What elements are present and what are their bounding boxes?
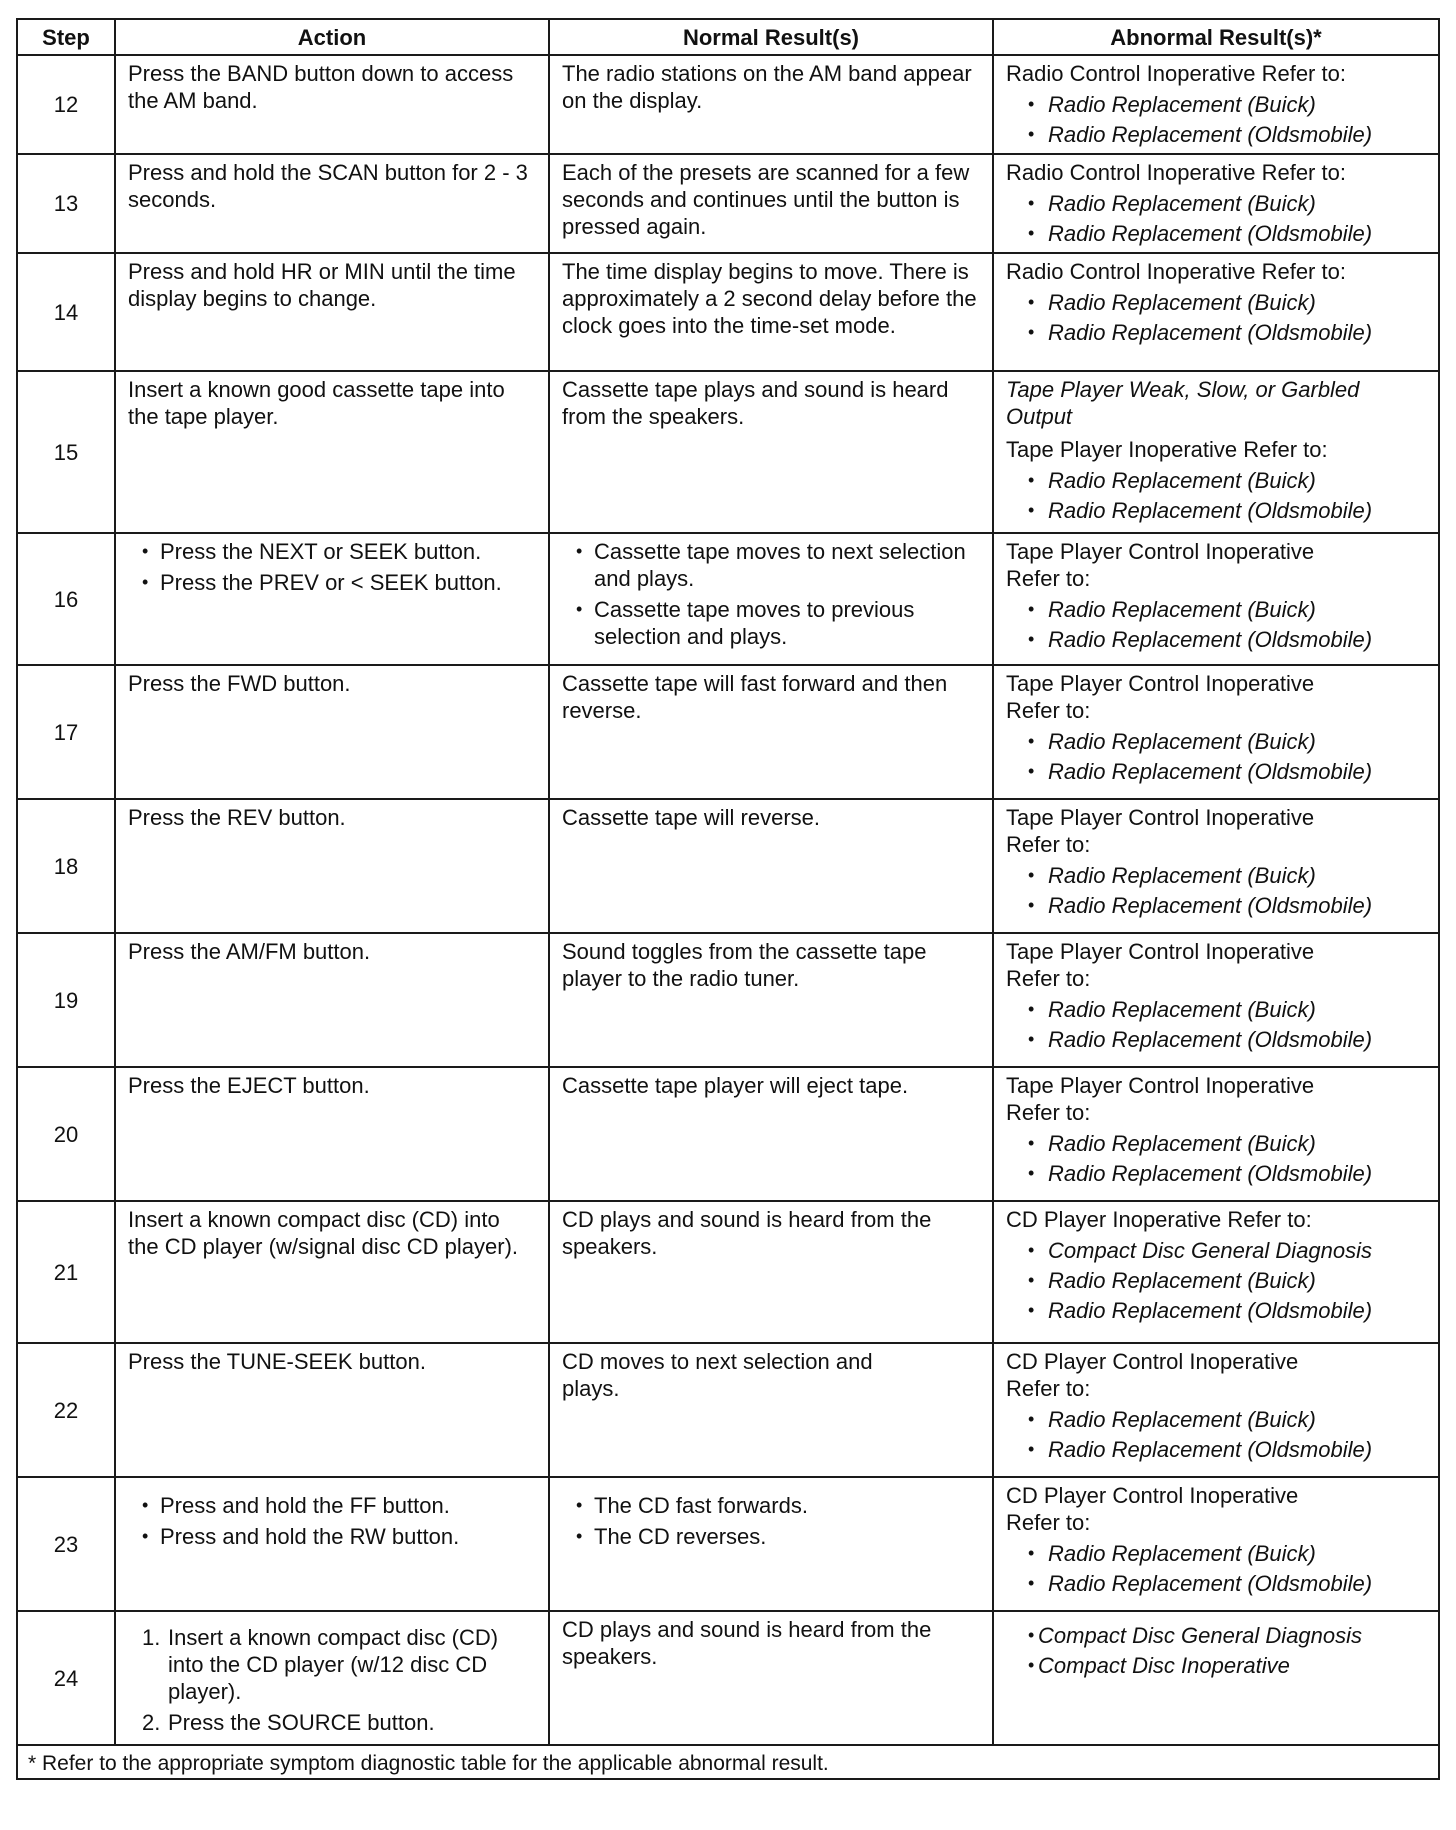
table-row [17, 533, 1439, 665]
abnormal-result-cell [993, 154, 1439, 253]
reference-link[interactable]: • Radio Replacement (Buick) [1006, 91, 1426, 118]
normal-result-cell [549, 1067, 993, 1201]
reference-link[interactable]: • Radio Replacement (Buick) [1006, 1406, 1426, 1433]
reference-link[interactable]: • Radio Replacement (Oldsmobile) [1006, 121, 1426, 148]
abnormal-result-text: CD Player Control Inoperative Refer to: [1006, 1349, 1299, 1401]
normal-result-cell [549, 1477, 993, 1611]
normal-result-cell [549, 55, 993, 154]
action-cell [115, 799, 549, 933]
step-number: 23 [17, 1477, 115, 1611]
abnormal-result-cell [993, 371, 1439, 533]
step-number: 17 [17, 665, 115, 799]
action-text: Press and hold the SCAN button for 2 - 3 seconds. [128, 160, 528, 212]
table-row [17, 371, 1439, 533]
normal-result-text: The radio stations on the AM band appear on the display. [562, 61, 972, 113]
normal-result-text: The time display begins to move. There is approximately a 2 second delay before the clock goes into the time-set mode. [562, 259, 977, 338]
action-cell [115, 933, 549, 1067]
action-text: Insert a known good cassette tape into the tape player. [128, 377, 505, 429]
reference-link[interactable]: • Radio Replacement (Buick) [1006, 996, 1426, 1023]
reference-link[interactable]: • Compact Disc General Diagnosis [1006, 1622, 1426, 1649]
reference-link[interactable]: • Radio Replacement (Buick) [1006, 289, 1426, 316]
normal-result-cell [549, 154, 993, 253]
action-text: Press the EJECT button. [128, 1073, 370, 1098]
step-number: 16 [17, 533, 115, 665]
abnormal-result-cell [993, 55, 1439, 154]
abnormal-result-text: Radio Control Inoperative Refer to: [1006, 259, 1346, 284]
reference-link[interactable]: • Radio Replacement (Oldsmobile) [1006, 497, 1426, 524]
action-text: Press the AM/FM button. [128, 939, 371, 964]
abnormal-result-cell [993, 933, 1439, 1067]
table-row [17, 55, 1439, 154]
reference-link[interactable]: • Radio Replacement (Oldsmobile) [1006, 319, 1426, 346]
abnormal-result-text: Tape Player Control Inoperative Refer to: [1006, 805, 1315, 857]
step-index: 2. [142, 1710, 161, 1735]
reference-link[interactable]: • Radio Replacement (Oldsmobile) [1006, 626, 1426, 653]
symptom-table-link[interactable]: Tape Player Weak, Slow, or Garbled Output [1006, 377, 1360, 429]
action-cell [115, 371, 549, 533]
reference-link[interactable]: • Radio Replacement (Oldsmobile) [1006, 1297, 1426, 1324]
action-bullet: • Press and hold the RW button. [138, 1523, 536, 1550]
normal-result-cell [549, 533, 993, 665]
header-row [17, 19, 1439, 55]
normal-result-text: Cassette tape will reverse. [562, 805, 820, 830]
normal-result-text: Each of the presets are scanned for a few seconds and continues until the button is pressed again. [562, 160, 970, 239]
abnormal-result-text: Tape Player Control Inoperative Refer to: [1006, 939, 1315, 991]
table-row [17, 799, 1439, 933]
reference-link[interactable]: • Radio Replacement (Oldsmobile) [1006, 758, 1426, 785]
abnormal-result-cell [993, 1477, 1439, 1611]
reference-link[interactable]: • Radio Replacement (Buick) [1006, 190, 1426, 217]
header-normal-results: Normal Result(s) [549, 19, 993, 55]
action-cell [115, 1477, 549, 1611]
header-step: Step [17, 19, 115, 55]
table-row [17, 154, 1439, 253]
abnormal-result-text: CD Player Inoperative Refer to: [1006, 1207, 1312, 1232]
table-row [17, 665, 1439, 799]
normal-result-bullet: • Cassette tape moves to previous selection and plays. [572, 596, 980, 650]
action-cell [115, 154, 549, 253]
abnormal-result-cell [993, 1201, 1439, 1343]
step-number: 13 [17, 154, 115, 253]
abnormal-result-cell [993, 1343, 1439, 1477]
action-cell [115, 1067, 549, 1201]
step-number: 14 [17, 253, 115, 371]
normal-result-text: CD plays and sound is heard from the speakers. [562, 1617, 932, 1669]
reference-link[interactable]: • Radio Replacement (Oldsmobile) [1006, 1570, 1426, 1597]
normal-result-text: CD moves to next selection and plays. [562, 1349, 873, 1401]
reference-link[interactable]: • Radio Replacement (Buick) [1006, 1540, 1426, 1567]
reference-link[interactable]: • Compact Disc General Diagnosis [1006, 1237, 1426, 1264]
step-number: 20 [17, 1067, 115, 1201]
normal-result-cell [549, 1611, 993, 1745]
reference-link[interactable]: • Radio Replacement (Oldsmobile) [1006, 220, 1426, 247]
normal-result-bullet: • The CD reverses. [572, 1523, 980, 1550]
normal-result-text: Cassette tape player will eject tape. [562, 1073, 909, 1098]
abnormal-result-cell [993, 799, 1439, 933]
abnormal-result-cell [993, 1067, 1439, 1201]
normal-result-cell [549, 799, 993, 933]
reference-link[interactable]: • Radio Replacement (Buick) [1006, 1130, 1426, 1157]
action-cell [115, 1343, 549, 1477]
action-text: Press and hold HR or MIN until the time display begins to change. [128, 259, 516, 311]
table-row [17, 933, 1439, 1067]
action-text: Press the FWD button. [128, 671, 351, 696]
action-cell [115, 665, 549, 799]
step-text: Press the SOURCE button. [168, 1710, 435, 1735]
reference-link[interactable]: • Radio Replacement (Oldsmobile) [1006, 892, 1426, 919]
diagnostic-table-sheet [16, 18, 1438, 1780]
action-bullet: • Press the PREV or < SEEK button. [138, 569, 536, 596]
normal-result-bullet: • The CD fast forwards. [572, 1492, 980, 1519]
abnormal-result-cell [993, 1611, 1439, 1745]
reference-link[interactable]: • Compact Disc Inoperative [1006, 1652, 1426, 1679]
action-text: Insert a known compact disc (CD) into the CD player (w/signal disc CD player). [128, 1207, 519, 1259]
normal-result-cell [549, 253, 993, 371]
abnormal-result-text: Tape Player Control Inoperative Refer to: [1006, 671, 1315, 723]
abnormal-result-cell [993, 253, 1439, 371]
normal-result-text: Cassette tape will fast forward and then reverse. [562, 671, 948, 723]
abnormal-result-text: Tape Player Control Inoperative Refer to: [1006, 539, 1315, 591]
abnormal-result-cell [993, 665, 1439, 799]
reference-link[interactable]: • Radio Replacement (Buick) [1006, 596, 1426, 623]
table-row [17, 253, 1439, 371]
step-number: 19 [17, 933, 115, 1067]
table-row [17, 1611, 1439, 1745]
action-bullet: • Press and hold the FF button. [138, 1492, 536, 1519]
action-text: Press the TUNE-SEEK button. [128, 1349, 426, 1374]
reference-link[interactable]: • Radio Replacement (Buick) [1006, 862, 1426, 889]
reference-link[interactable]: • Radio Replacement (Buick) [1006, 1267, 1426, 1294]
normal-result-cell [549, 1343, 993, 1477]
step-number: 15 [17, 371, 115, 533]
reference-link[interactable]: • Radio Replacement (Buick) [1006, 728, 1426, 755]
table-row [17, 1477, 1439, 1611]
action-bullet: • Press the NEXT or SEEK button. [138, 538, 536, 565]
step-number: 12 [17, 55, 115, 154]
step-number: 24 [17, 1611, 115, 1745]
diagnostic-table [16, 18, 1440, 1780]
reference-link[interactable]: • Radio Replacement (Oldsmobile) [1006, 1160, 1426, 1187]
step-number: 18 [17, 799, 115, 933]
action-cell [115, 253, 549, 371]
table-row [17, 1067, 1439, 1201]
abnormal-result-text: CD Player Control Inoperative Refer to: [1006, 1483, 1299, 1535]
header-abnormal-results: Abnormal Result(s)* [993, 19, 1439, 55]
step-text: Insert a known compact disc (CD) into the CD player (w/12 disc CD player). [168, 1625, 499, 1704]
abnormal-result-text: Radio Control Inoperative Refer to: [1006, 61, 1346, 86]
normal-result-cell [549, 933, 993, 1067]
step-index: 1. [142, 1625, 161, 1650]
action-cell [115, 1201, 549, 1343]
action-cell [115, 1611, 549, 1745]
action-step [142, 1624, 536, 1705]
abnormal-result-text: Radio Control Inoperative Refer to: [1006, 160, 1346, 185]
action-text: Press the REV button. [128, 805, 346, 830]
normal-result-cell [549, 371, 993, 533]
action-cell [115, 55, 549, 154]
action-cell [115, 533, 549, 665]
action-step [142, 1709, 536, 1736]
step-number: 22 [17, 1343, 115, 1477]
abnormal-result-text: Tape Player Control Inoperative Refer to: [1006, 1073, 1315, 1125]
reference-link[interactable]: • Radio Replacement (Oldsmobile) [1006, 1026, 1426, 1053]
footnote: * Refer to the appropriate symptom diagnostic table for the applicable abnormal result. [17, 1745, 1439, 1779]
reference-link[interactable]: • Radio Replacement (Buick) [1006, 467, 1426, 494]
normal-result-text: CD plays and sound is heard from the speakers. [562, 1207, 932, 1259]
normal-result-cell [549, 1201, 993, 1343]
step-number: 21 [17, 1201, 115, 1343]
normal-result-cell [549, 665, 993, 799]
table-row [17, 1201, 1439, 1343]
action-text: Press the BAND button down to access the AM band. [128, 61, 514, 113]
footnote-row [17, 1745, 1439, 1779]
normal-result-bullet: • Cassette tape moves to next selection and plays. [572, 538, 980, 592]
reference-link[interactable]: • Radio Replacement (Oldsmobile) [1006, 1436, 1426, 1463]
normal-result-text: Cassette tape plays and sound is heard from the speakers. [562, 377, 949, 429]
normal-result-text: Sound toggles from the cassette tape player to the radio tuner. [562, 939, 927, 991]
abnormal-result-text: Tape Player Inoperative Refer to: [1006, 437, 1328, 462]
abnormal-result-cell [993, 533, 1439, 665]
header-action: Action [115, 19, 549, 55]
table-row [17, 1343, 1439, 1477]
